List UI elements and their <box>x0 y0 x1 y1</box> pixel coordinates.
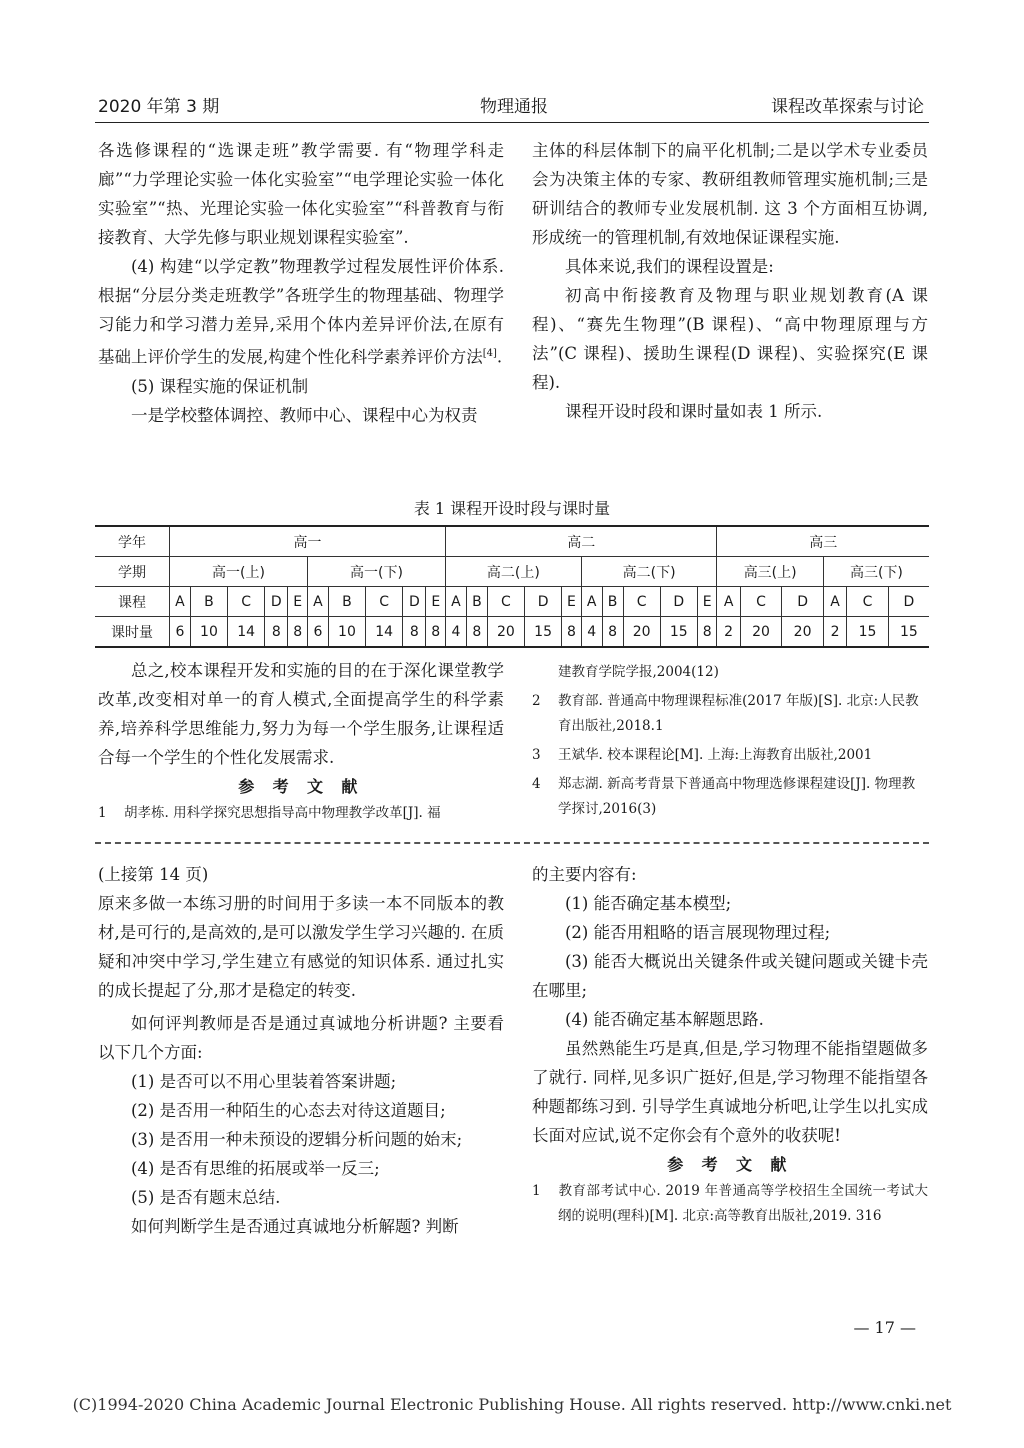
paragraph: 主体的科层体制下的扁平化机制;二是以学术专业委员会为决策主体的专家、教研组教师管理实施机制;三是研训结合的教师专业发展机制. 这 3 个方面相互协调,形成统一的管理机制,有效地保证课程实施. <box>532 141 928 247</box>
course-cell: E <box>562 587 582 617</box>
semester-cell: 高一(上) <box>170 557 308 587</box>
semester-cell: 高三(下) <box>823 557 929 587</box>
hours-cell: 8 <box>466 617 487 648</box>
semester-cell: 高二(上) <box>446 557 582 587</box>
references-heading: 参 考 文 献 <box>238 777 364 796</box>
course-cell: A <box>823 587 846 617</box>
hours-cell: 14 <box>228 617 265 648</box>
course-cell: C <box>228 587 265 617</box>
hours-cell: 15 <box>888 617 929 648</box>
list-item: (2) 能否用粗略的语言展现物理过程; <box>565 923 831 942</box>
row-label: 学年 <box>95 526 170 557</box>
paragraph: 的主要内容有: <box>532 865 637 884</box>
hours-cell: 10 <box>190 617 227 648</box>
hours-cell: 10 <box>328 617 365 648</box>
lower-right-column <box>532 860 928 1229</box>
course-cell: E <box>288 587 308 617</box>
table-row-course <box>95 587 929 617</box>
row-label: 学期 <box>95 557 170 587</box>
copyright-footer: (C)1994-2020 China Academic Journal Electronic Publishing House. All rights reserved. http://www.cnki.net <box>72 1395 952 1414</box>
paragraph: 初高中衔接教育及物理与职业规划教育(A 课程)、“赛先生物理”(B 课程)、“高中物理原理与方法”(C 课程)、援助生课程(D 课程)、实验探究(E 课程). <box>532 286 928 392</box>
hours-cell: 8 <box>403 617 426 648</box>
paragraph: (5) 课程实施的保证机制 <box>131 376 309 396</box>
hours-cell: 20 <box>782 617 824 648</box>
lower-left-column <box>98 860 504 1241</box>
hours-cell: 2 <box>823 617 846 648</box>
paragraph: 各选修课程的“选课走班”教学需要. 有“物理学科走廊”“力学理论实验一体化实验室”“电学理论实验一体化实验室”“热、光理论实验一体化实验室”“科普教育与衔接教育、大学先修与职业规划课程实验室”. <box>98 141 504 247</box>
list-item: (3) 能否大概说出关键条件或关键问题或关键卡壳在哪里; <box>532 952 928 1000</box>
course-table <box>95 525 929 648</box>
conclusion-paragraph: 总之,校本课程开发和实施的目的在于深化课堂教学改革,改变相对单一的育人模式,全面提高学生的科学素养,培养科学思维能力,努力为每一个学生服务,让课程适合每一个学生的个性化发展需求. <box>98 661 504 767</box>
hours-cell: 20 <box>740 617 782 648</box>
table-row-hours <box>95 617 929 648</box>
course-cell: A <box>717 587 740 617</box>
paragraph: 课程开设时段和课时量如表 1 所示. <box>565 402 823 421</box>
reference-item: 4 郑志湖. 新高考背景下普通高中物理选修课程建设[J]. 物理教学探讨,2016(3) <box>532 776 916 817</box>
reference-item-continued: 建教育学院学报,2004(12) <box>558 664 719 680</box>
paragraph: 具体来说,我们的课程设置是: <box>565 257 774 276</box>
paragraph: 原来多做一本练习册的时间用于多读一本不同版本的教材,是可行的,是高效的,是可以激发学生学习兴趣的. 在质疑和冲突中学习,学生建立有感觉的知识体系. 通过扎实的成长提起了分,那才是稳定的转变. <box>98 894 504 1000</box>
course-cell: D <box>782 587 824 617</box>
section-name: 课程改革探索与讨论 <box>771 97 924 117</box>
table-row-semester <box>95 557 929 587</box>
page-number: — 17 — <box>853 1318 916 1337</box>
continued-note: (上接第 14 页) <box>98 865 209 884</box>
course-cell: C <box>623 587 660 617</box>
reference-item: 1 教育部考试中心. 2019 年普通高等学校招生全国统一考试大纲的说明(理科)[M]. 北京:高等教育出版社,2019. 316 <box>532 1183 928 1224</box>
semester-cell: 高二(下) <box>581 557 717 587</box>
table-row-year <box>95 526 929 557</box>
course-cell: C <box>366 587 403 617</box>
hours-cell: 14 <box>366 617 403 648</box>
list-item: (4) 能否确定基本解题思路. <box>565 1010 764 1029</box>
course-cell: B <box>190 587 227 617</box>
list-item: (4) 是否有思维的拓展或举一反三; <box>131 1159 380 1178</box>
course-cell: D <box>265 587 288 617</box>
year-cell: 高一 <box>170 526 446 557</box>
course-cell: E <box>697 587 717 617</box>
list-item: (1) 能否确定基本模型; <box>565 894 732 913</box>
citation: [4] <box>482 348 497 359</box>
hours-cell: 8 <box>426 617 446 648</box>
upper-right-column <box>532 136 928 426</box>
paragraph: 虽然熟能生巧是真,但是,学习物理不能指望题做多了就行. 同样,见多识广挺好,但是,学习物理不能指望各种题都练习到. 引导学生真诚地分析吧,让学生以扎实成长面对应试,说不定你会有个意外的收获呢! <box>532 1039 928 1145</box>
references-heading: 参 考 文 献 <box>667 1155 793 1174</box>
list-item: (1) 是否可以不用心里装着答案讲题; <box>131 1072 397 1091</box>
conclusion-column <box>98 656 504 826</box>
course-cell: C <box>487 587 524 617</box>
upper-left-column <box>98 136 504 430</box>
course-cell: D <box>403 587 426 617</box>
paragraph: 如何判断学生是否通过真诚地分析解题? 判断 <box>131 1217 459 1236</box>
hours-cell: 4 <box>446 617 467 648</box>
row-label: 课程 <box>95 587 170 617</box>
hours-cell: 8 <box>697 617 717 648</box>
paragraph: 如何评判教师是否是通过真诚地分析讲题? 主要看以下几个方面: <box>98 1014 504 1062</box>
hours-cell: 4 <box>581 617 602 648</box>
reference-item: 1 胡孝栋. 用科学探究思想指导高中物理教学改革[J]. 福 <box>98 805 441 821</box>
semester-cell: 高三(上) <box>717 557 823 587</box>
list-item: (3) 是否用一种未预设的逻辑分析问题的始末; <box>131 1130 463 1149</box>
reference-item: 3 王斌华. 校本课程论[M]. 上海:上海教育出版社,2001 <box>532 747 873 763</box>
semester-cell: 高一(下) <box>308 557 446 587</box>
table-title: 表 1 课程开设时段与课时量 <box>413 499 611 518</box>
list-item: (2) 是否用一种陌生的心态去对待这道题目; <box>131 1101 446 1120</box>
course-cell: D <box>660 587 697 617</box>
journal-issue: 2020 年第 3 期 <box>98 97 220 117</box>
hours-cell: 8 <box>265 617 288 648</box>
hours-cell: 15 <box>660 617 697 648</box>
course-cell: B <box>602 587 623 617</box>
course-cell: A <box>581 587 602 617</box>
course-cell: C <box>847 587 889 617</box>
references-column <box>532 660 928 822</box>
paragraph: 一是学校整体调控、教师中心、课程中心为权责 <box>131 405 478 425</box>
hours-cell: 8 <box>602 617 623 648</box>
course-cell: A <box>308 587 329 617</box>
list-item: (5) 是否有题末总结. <box>131 1188 281 1207</box>
hours-cell: 20 <box>487 617 524 648</box>
hours-cell: 15 <box>847 617 889 648</box>
journal-name: 物理通报 <box>480 97 548 117</box>
row-label: 课时量 <box>95 617 170 648</box>
paragraph: (4) 构建“以学定教”物理教学过程发展性评价体系. 根据“分层分类走班教学”各班学生的物理基础、物理学习能力和学习潜力差异,采用个体内差异评价法,在原有基础上评价学生的发展,构建个性化科学素养评价方法[4]. <box>98 257 504 367</box>
hours-cell: 6 <box>170 617 191 648</box>
hours-cell: 8 <box>288 617 308 648</box>
year-cell: 高二 <box>446 526 717 557</box>
hours-cell: 6 <box>308 617 329 648</box>
reference-item: 2 教育部. 普通高中物理课程标准(2017 年版)[S]. 北京:人民教育出版社,2018.1 <box>532 693 919 734</box>
year-cell: 高三 <box>717 526 929 557</box>
course-cell: B <box>328 587 365 617</box>
course-cell: C <box>740 587 782 617</box>
course-cell: D <box>888 587 929 617</box>
section-divider <box>95 842 929 844</box>
course-cell: D <box>525 587 562 617</box>
hours-cell: 15 <box>525 617 562 648</box>
header-rule <box>95 122 929 123</box>
course-cell: A <box>170 587 191 617</box>
course-cell: A <box>446 587 467 617</box>
hours-cell: 2 <box>717 617 740 648</box>
course-cell: B <box>466 587 487 617</box>
hours-cell: 8 <box>562 617 582 648</box>
hours-cell: 20 <box>623 617 660 648</box>
course-cell: E <box>426 587 446 617</box>
